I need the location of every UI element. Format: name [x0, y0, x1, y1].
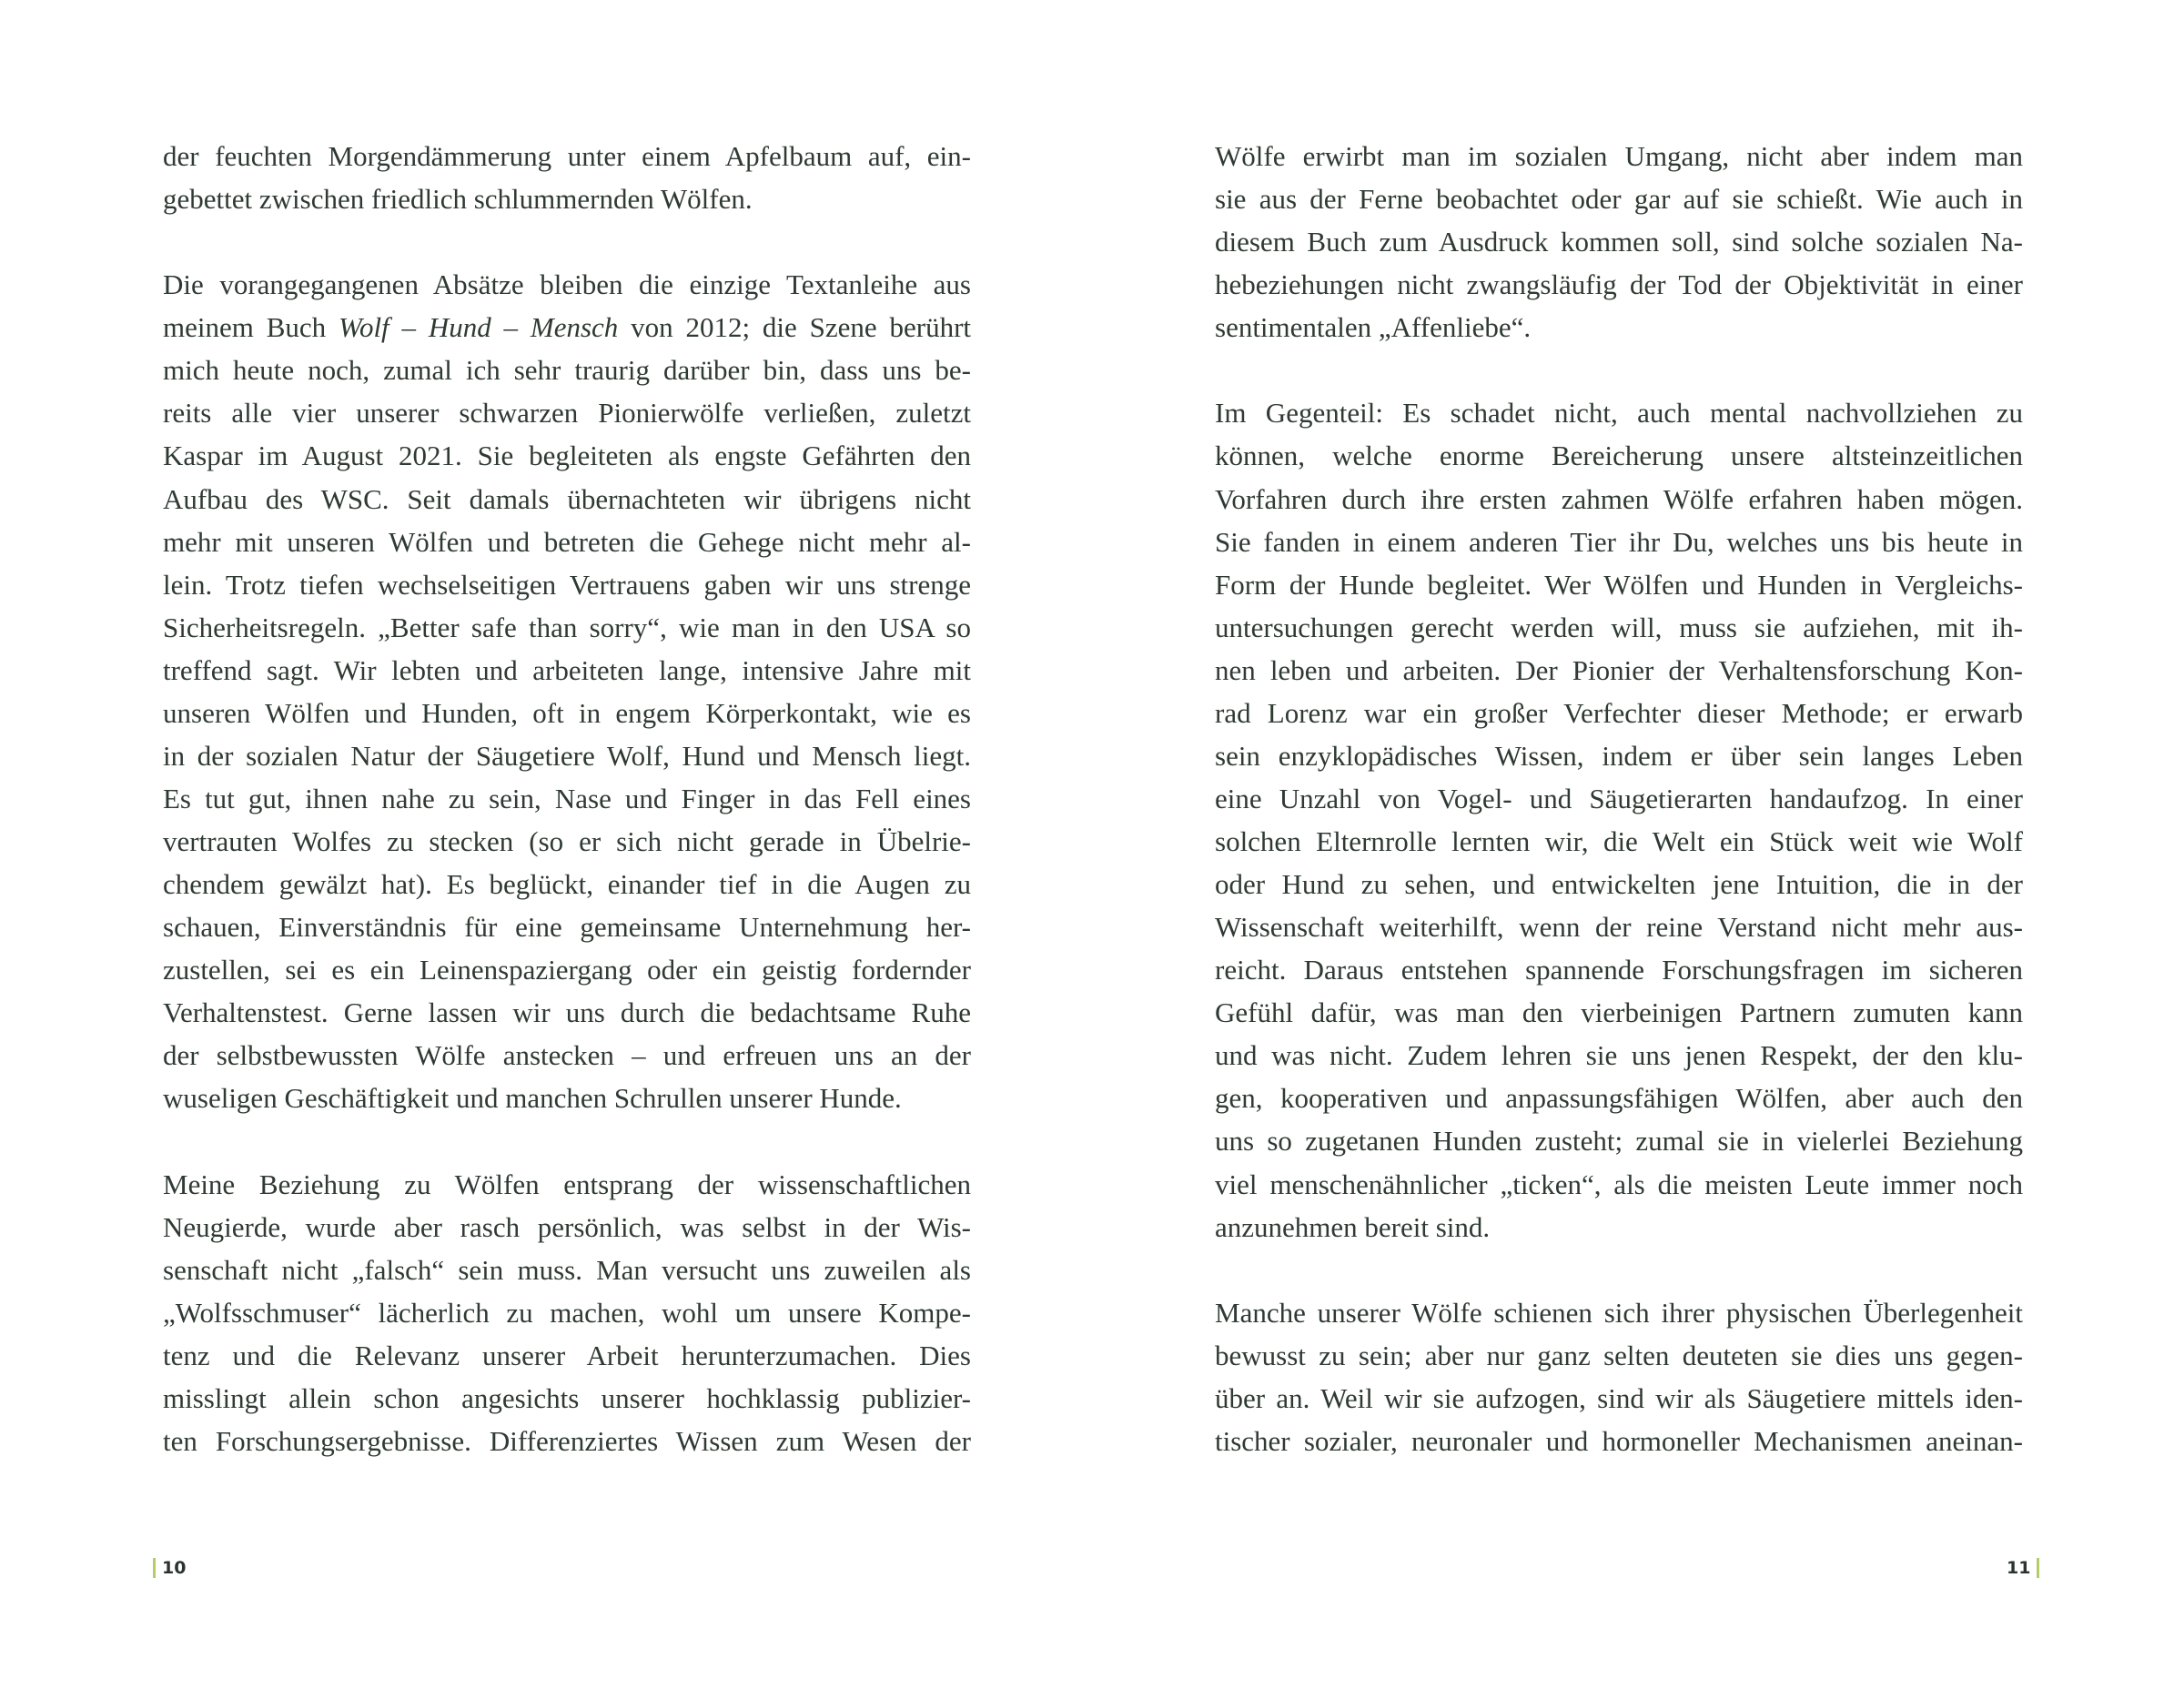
text-line: Kaspar im August 2021. Sie begleiteten als engste Gefährten den [163, 440, 971, 472]
text-line: mich heute noch, zumal ich sehr traurig darüber bin, dass uns be- [163, 354, 971, 387]
text-line: Gefühl dafür, was man den vierbeinigen Partnern zumuten kann [1215, 996, 2023, 1029]
text-line: oder Hund zu sehen, und entwickelten jene Intuition, die in der [1215, 868, 2023, 901]
text-line: in der sozialen Natur der Säugetiere Wolf, Hund und Mensch liegt. [163, 739, 971, 772]
paragraph [1215, 135, 2023, 349]
paragraph-spacer [163, 1119, 971, 1162]
text-line: eine Unzahl von Vogel- und Säugetierarten handaufzog. In einer [1215, 782, 2023, 814]
text-line: Form der Hunde begleitet. Wer Wölfen und Hunden in Vergleichs- [1215, 568, 2023, 601]
text-line: Neugierde, wurde aber rasch persönlich, was selbst in der Wis- [163, 1210, 971, 1243]
text-line: sentimentalen „Affenliebe“. [1215, 311, 1532, 344]
paragraph [1215, 1291, 2023, 1462]
text-line: Aufbau des WSC. Seit damals übernachteten wir übrigens nicht [163, 482, 971, 515]
text-line: Verhaltenstest. Gerne lassen wir uns durch die bedachtsame Ruhe [163, 996, 971, 1029]
paragraph-spacer [1215, 1249, 2023, 1291]
right-page-text [1215, 135, 2023, 1462]
text-line: meinem Buch Wolf – Hund – Mensch von 2012; die Szene berührt [163, 311, 972, 344]
accent-bar [2037, 1558, 2039, 1578]
text-line: unseren Wölfen und Hunden, oft in engem Körperkontakt, wie es [163, 696, 971, 729]
text-line: sie aus der Ferne beobachtet oder gar auf sie schießt. Wie auch in [1215, 183, 2023, 216]
text-line: ten Forschungsergebnisse. Differenziertes Wissen zum Wesen der [163, 1424, 971, 1457]
text-line: uns so zugetanen Hunden zusteht; zumal sie in vielerlei Beziehung [1215, 1125, 2023, 1158]
text-line: Es tut gut, ihnen nahe zu sein, Nase und Finger in das Fell eines [163, 782, 971, 814]
text-line: reicht. Daraus entstehen spannende Forschungsfragen im sicheren [1215, 954, 2023, 986]
text-line: untersuchungen gerecht werden will, muss sie aufziehen, mit ih- [1215, 611, 2023, 643]
text-line: Manche unserer Wölfe schienen sich ihrer physischen Überlegenheit [1215, 1296, 2023, 1329]
text-line: der selbstbewussten Wölfe anstecken – und erfreuen uns an der [163, 1039, 971, 1072]
text-line: Wölfe erwirbt man im sozialen Umgang, nicht aber indem man [1215, 140, 2023, 172]
text-line: Meine Beziehung zu Wölfen entsprang der wissenschaftlichen [163, 1168, 971, 1200]
text-line: bewusst zu sein; aber nur ganz selten deuteten sie dies uns gegen- [1215, 1339, 2023, 1371]
text-line: wuseligen Geschäftigkeit und manchen Schrullen unserer Hunde. [163, 1082, 902, 1115]
text-line: senschaft nicht „falsch“ sein muss. Man versucht uns zuweilen als [163, 1253, 971, 1286]
text-line: sein enzyklopädisches Wissen, indem er über sein langes Leben [1215, 739, 2023, 772]
text-line: anzunehmen bereit sind. [1215, 1210, 1491, 1243]
text-line: Sie fanden in einem anderen Tier ihr Du, welches uns bis heute in [1215, 525, 2023, 558]
text-line: der feuchten Morgendämmerung unter einem Apfelbaum auf, ein- [163, 140, 971, 172]
text-line: nen leben und arbeiten. Der Pionier der Verhaltensforschung Kon- [1215, 653, 2023, 686]
page-number-text: 10 [162, 1558, 187, 1578]
text-line: treffend sagt. Wir lebten und arbeiteten lange, intensive Jahre mit [163, 653, 971, 686]
paragraph-spacer [1215, 349, 2023, 391]
text-line: Sicherheitsregeln. „Better safe than sorry“, wie man in den USA so [163, 611, 971, 643]
text-line: rad Lorenz war ein großer Verfechter dieser Methode; er erwarb [1215, 696, 2023, 729]
text-line: über an. Weil wir sie aufzogen, sind wir als Säugetiere mittels iden- [1215, 1381, 2023, 1414]
text-line: vertrauten Wolfes zu stecken (so er sich nicht gerade in Übelrie- [163, 825, 971, 857]
paragraph [163, 135, 971, 220]
text-line: und was nicht. Zudem lehren sie uns jenen Respekt, der den klu- [1215, 1039, 2023, 1072]
text-line: Wissenschaft weiterhilft, wenn der reine Verstand nicht mehr aus- [1215, 911, 2023, 944]
text-line: gen, kooperativen und anpassungsfähigen Wölfen, aber auch den [1215, 1082, 2023, 1115]
text-line: tischer sozialer, neuronaler und hormoneller Mechanismen aneinan- [1215, 1424, 2023, 1457]
text-line: zustellen, sei es ein Leinenspaziergang oder ein geistig fordernder [163, 954, 971, 986]
text-line: können, welche enorme Bereicherung unsere altsteinzeitlichen [1215, 440, 2023, 472]
text-line: Im Gegenteil: Es schadet nicht, auch mental nachvollziehen zu [1215, 397, 2023, 430]
page-number-left [153, 1558, 186, 1578]
text-line: mehr mit unseren Wölfen und betreten die Gehege nicht mehr al- [163, 525, 971, 558]
text-line: hebeziehungen nicht zwangsläufig der Tod der Objektivität in einer [1215, 268, 2023, 301]
page-number-text: 11 [2007, 1558, 2031, 1578]
text-line: solchen Elternrolle lernten wir, die Welt ein Stück weit wie Wolf [1215, 825, 2023, 857]
text-line: viel menschenähnlicher „ticken“, als die meisten Leute immer noch [1215, 1168, 2023, 1200]
paragraph [163, 263, 971, 1119]
text-line: chendem gewälzt hat). Es beglückt, einander tief in die Augen zu [163, 868, 971, 901]
text-line: tenz und die Relevanz unserer Arbeit herunterzumachen. Dies [163, 1339, 971, 1371]
paragraph [1215, 391, 2023, 1248]
paragraph-spacer [163, 220, 971, 263]
text-line: gebettet zwischen friedlich schlummernden Wölfen. [163, 183, 753, 216]
text-line: Die vorangegangenen Absätze bleiben die einzige Textanleihe aus [163, 268, 971, 301]
text-line: Vorfahren durch ihre ersten zahmen Wölfe erfahren haben mögen. [1215, 482, 2023, 515]
text-line: reits alle vier unserer schwarzen Pionierwölfe verließen, zuletzt [163, 397, 971, 430]
text-line: schauen, Einverständnis für eine gemeinsame Unternehmung her- [163, 911, 971, 944]
text-line: „Wolfsschmuser“ lächerlich zu machen, wohl um unsere Kompe- [163, 1296, 971, 1329]
text-line: misslingt allein schon angesichts unserer hochklassig publizier- [163, 1381, 971, 1414]
text-line: lein. Trotz tiefen wechselseitigen Vertrauens gaben wir uns strenge [163, 568, 971, 601]
left-page-text [163, 135, 971, 1462]
book-title: Wolf – Hund – Mensch [338, 311, 619, 344]
paragraph [163, 1163, 971, 1462]
page-number-right [2007, 1558, 2039, 1578]
accent-bar [153, 1558, 156, 1578]
text-line: diesem Buch zum Ausdruck kommen soll, sind solche sozialen Na- [1215, 226, 2023, 258]
